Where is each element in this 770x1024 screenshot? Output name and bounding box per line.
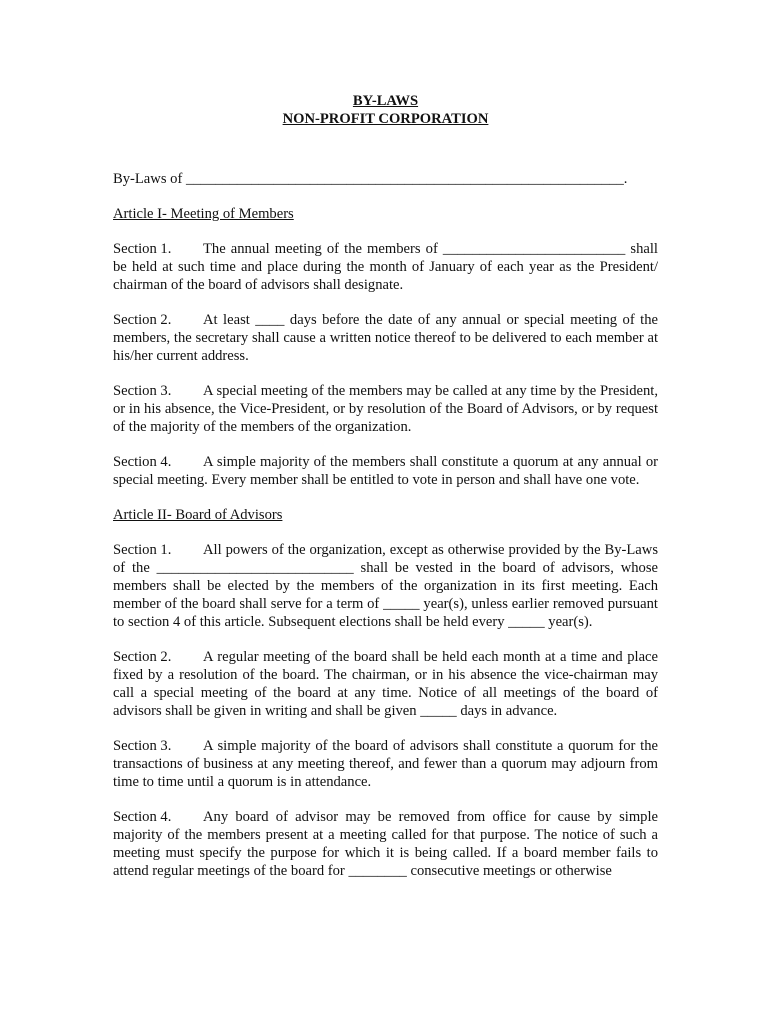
- document-title-line-2: NON-PROFIT CORPORATION: [282, 111, 489, 127]
- section-text: At least ____ days before the date of any annual or special meeting of the members, the secretary shall cause a written notice thereof to be delivered to each member at his/her current address.: [113, 312, 658, 364]
- section-label: Section 3.: [113, 738, 172, 754]
- article-1-section-2: [113, 311, 658, 365]
- section-label: Section 4.: [113, 809, 172, 825]
- section-text: A regular meeting of the board shall be held each month at a time and place fixed by a resolution of the board. The chairman, or in his absence the vice-chairman may call a special meeting of the board at any time. Notice of all meetings of the board of advisors shall be given in writing and shall be given _____ days in advance.: [113, 649, 658, 719]
- section-text: A simple majority of the members shall constitute a quorum at any annual or special meeting. Every member shall be entitled to vote in person and shall have one vote.: [113, 454, 658, 488]
- section-text: A special meeting of the members may be called at any time by the President, or in his absence, the Vice-President, or by resolution of the Board of Advisors, or by request of the majority of the members of the organization.: [113, 383, 658, 435]
- article-1-section-3: [113, 382, 658, 436]
- section-text: A simple majority of the board of advisors shall constitute a quorum for the transactions of business at any meeting thereof, and fewer than a quorum may adjourn from time to time until a quorum is in attendance.: [113, 738, 658, 790]
- article-2-section-3: [113, 737, 658, 791]
- bylaws-of-line: By-Laws of ____________________________________________________________.: [113, 171, 628, 187]
- article-2-section-4: [113, 808, 658, 880]
- section-label: Section 1.: [113, 542, 172, 558]
- section-label: Section 3.: [113, 383, 172, 399]
- article-heading-1: Article I- Meeting of Members: [113, 206, 294, 222]
- section-label: Section 2.: [113, 312, 172, 328]
- section-text: All powers of the organization, except as otherwise provided by the By-Laws of the ___________________________ shall be vested in the board of advisors, whose members shall be elected by the members of the organization in its first meeting. Each member of the board shall serve for a term of _____ year(s), unless earlier removed pursuant to section 4 of this article. Subsequent elections shall be held every _____ year(s).: [113, 542, 658, 630]
- section-label: Section 2.: [113, 649, 172, 665]
- section-text: Any board of advisor may be removed from office for cause by simple majority of the members present at a meeting called for that purpose. The notice of such a meeting must specify the purpose for which it is being called. If a board member fails to attend regular meetings of the board for ________ consecutive meetings or otherwise: [113, 809, 658, 879]
- article-1-section-4: [113, 453, 658, 489]
- article-2-section-1: [113, 541, 658, 631]
- section-label: Section 4.: [113, 454, 172, 470]
- document-page: [113, 92, 658, 880]
- document-title-line-1: BY-LAWS: [352, 93, 419, 109]
- section-text: The annual meeting of the members of _________________________ shall be held at such time and place during the month of January of each year as the President/ chairman of the board of advisors shall designate.: [113, 241, 658, 293]
- article-heading-2: Article II- Board of Advisors: [113, 507, 283, 523]
- article-2-section-2: [113, 648, 658, 720]
- article-1-section-1: [113, 240, 658, 294]
- section-label: Section 1.: [113, 241, 172, 257]
